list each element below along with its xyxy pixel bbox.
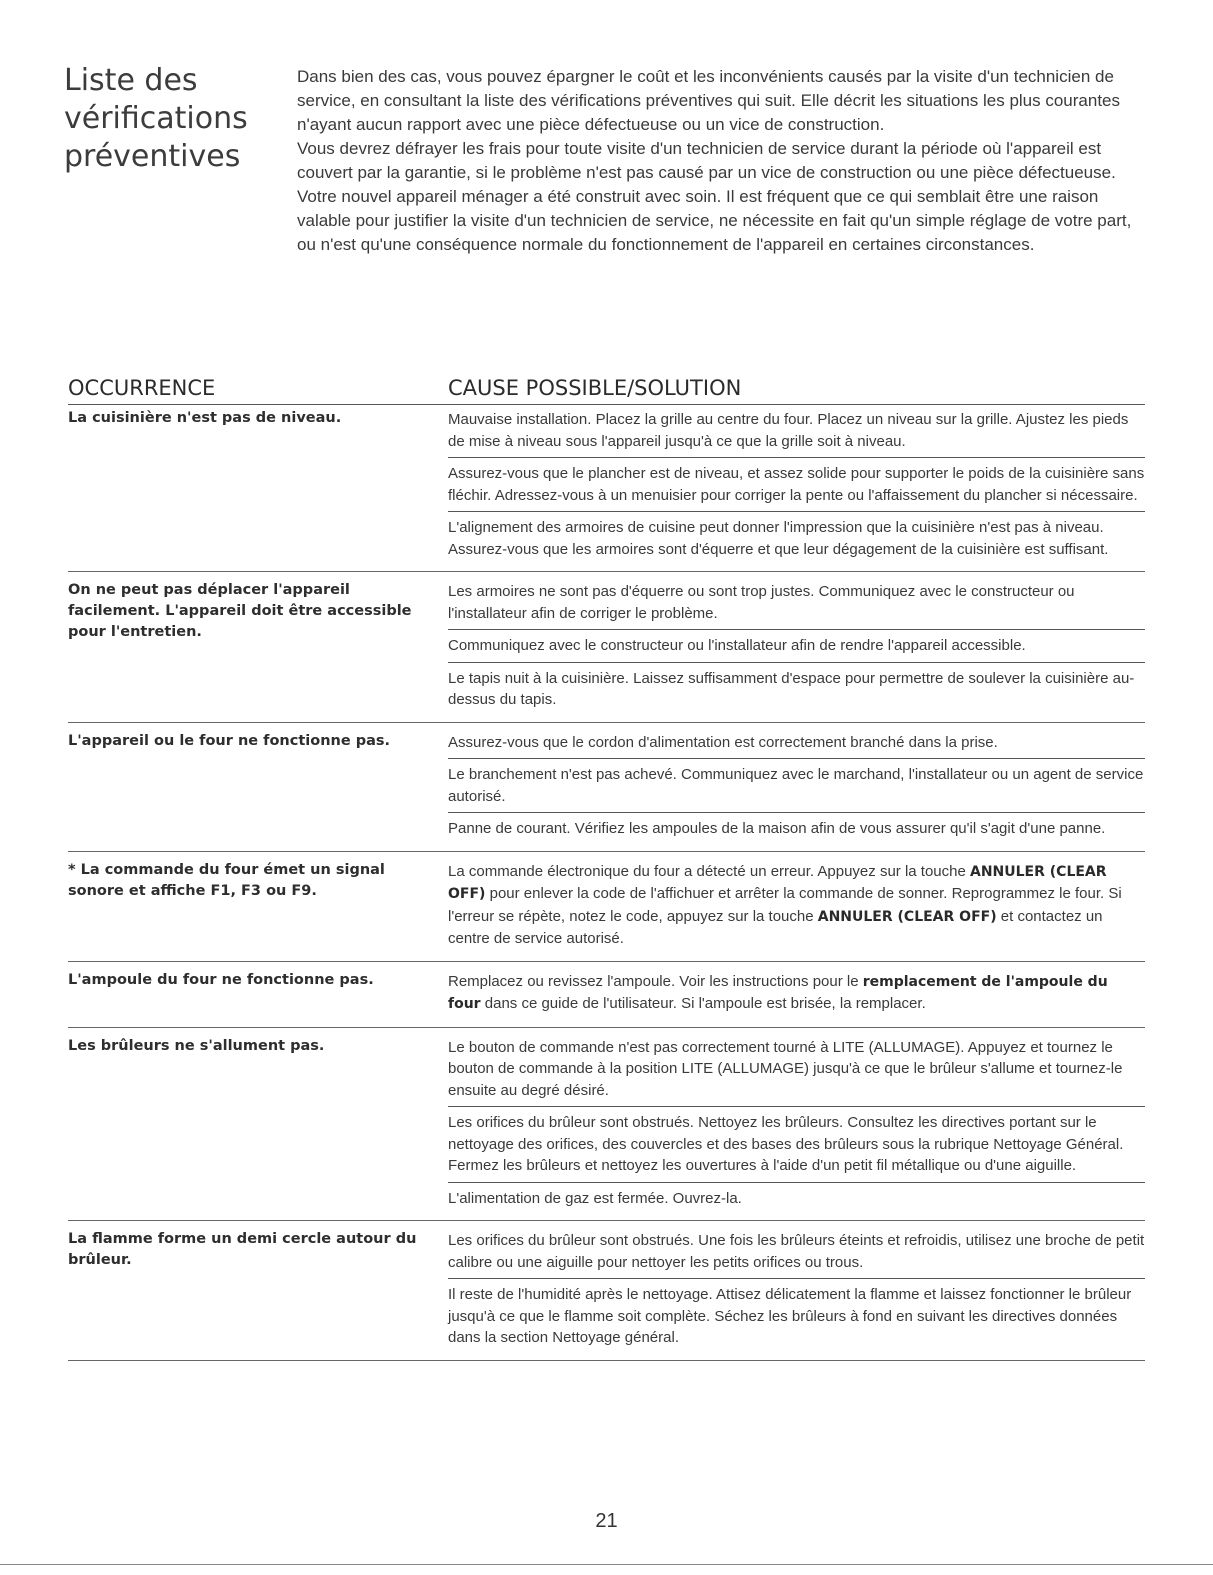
solution-item <box>448 1278 1145 1354</box>
solution-item <box>448 1229 1145 1278</box>
solution-text: et contactez un centre de service autorisé. <box>448 907 1103 947</box>
solution-text: Remplacez ou revissez l'ampoule. Voir les instructions pour le <box>448 972 863 990</box>
troubleshooting-table <box>68 405 1145 1361</box>
solution-text: Mauvaise installation. Placez la grille au centre du four. Placez un niveau sur la grille. Ajustez les pieds de mise à niveau sous l'appareil jusqu'à ce que la grille soit à niveau. <box>448 411 1129 450</box>
intro-text <box>297 65 1153 257</box>
page-number: 21 <box>595 1510 618 1532</box>
table-row <box>68 962 1145 1028</box>
solution-text: Les orifices du brûleur sont obstrués. Nettoyez les brûleurs. Consultez les directives portant sur le nettoyage des orifices, des couvercles et des bases des brûleurs sous la rubrique Nettoyage Général. Fermez les brûleurs et nettoyez les ouvertures à l'aide d'un petit fil métallique ou d'une aiguille. <box>448 1114 1124 1174</box>
solution-item <box>448 1036 1145 1107</box>
solution-text: Il reste de l'humidité après le nettoyage. Attisez délicatement la flamme et laissez fonctionner le brûleur jusqu'à ce que le flamme soit complète. Séchez les brûleurs à fond en suivant les directives données dans la section Nettoyage général. <box>448 1286 1132 1346</box>
solution-item <box>448 511 1145 565</box>
table-row <box>68 405 1145 572</box>
solution-item <box>448 408 1145 457</box>
occurrence-text: L'ampoule du four ne fonctionne pas. <box>68 971 374 988</box>
cause-solution-header: CAUSE POSSIBLE/SOLUTION <box>448 376 742 400</box>
solution-text: Le tapis nuit à la cuisinière. Laissez suffisamment d'espace pour permettre de soulever la cuisinière au-dessus du tapis. <box>448 669 1135 708</box>
occurrence-text: Les brûleurs ne s'allument pas. <box>68 1037 325 1054</box>
solution-text: Assurez-vous que le plancher est de niveau, et assez solide pour supporter le poids de la cuisinière sans fléchir. Adressez-vous à un menuisier pour corriger la pente ou l'affaissement du plancher si nécessaire. <box>448 465 1145 504</box>
solution-text: La commande électronique du four a détecté un erreur. Appuyez sur la touche <box>448 862 970 880</box>
solution-item <box>448 758 1145 812</box>
solution-item <box>448 970 1145 1021</box>
solution-item <box>448 1182 1145 1215</box>
solutions-list <box>448 1036 1145 1215</box>
page-title <box>64 62 284 176</box>
solutions-list <box>448 408 1145 565</box>
solutions-list <box>448 731 1145 845</box>
solution-item <box>448 629 1145 662</box>
occurrence-text: La flamme forme un demi cercle autour du brûleur. <box>68 1231 417 1268</box>
title-line-3: préventives <box>64 139 241 174</box>
solutions-list <box>448 860 1145 955</box>
solution-text: Les armoires ne sont pas d'équerre ou sont trop justes. Communiquez avec le constructeur ou l'installateur afin de corriger le problème. <box>448 583 1075 622</box>
occurrence-text: La cuisinière n'est pas de niveau. <box>68 410 342 426</box>
intro-paragraph: Votre nouvel appareil ménager a été construit avec soin. Il est fréquent que ce qui semblait être une raison valable pour justifier la visite d'un technicien de service, ne nécessite en fait qu'un simple réglage de votre part, ou n'est qu'une conséquence normale du fonctionnement de l'appareil en certaines circonstances. <box>297 187 1132 254</box>
solution-text: Le bouton de commande n'est pas correctement tourné à LITE (ALLUMAGE). Appuyez et tournez le bouton de commande à la position LITE (ALLUMAGE) jusqu'à ce que le brûleur s'allume et tournez-le ensuite au degré désiré. <box>448 1038 1123 1099</box>
solution-text: Les orifices du brûleur sont obstrués. Une fois les brûleurs éteints et refroidis, utilisez une broche de petit calibre ou une aiguille pour nettoyer les petits orifices ou trous. <box>448 1232 1145 1271</box>
table-row <box>68 723 1145 852</box>
solution-item <box>448 580 1145 629</box>
solutions-list <box>448 970 1145 1021</box>
solution-item <box>448 731 1145 759</box>
intro-paragraph: Dans bien des cas, vous pouvez épargner le coût et les inconvénients causés par la visite d'un technicien de service, en consultant la liste des vérifications préventives qui suit. Elle décrit les situations les plus courantes n'ayant aucun rapport avec une pièce défectueuse ou un vice de construction. <box>297 67 1121 134</box>
table-row <box>68 1028 1145 1222</box>
solution-emphasis: ANNULER (CLEAR OFF) <box>817 908 997 925</box>
footer-divider <box>0 1564 1213 1565</box>
solution-item <box>448 860 1145 955</box>
occurrence-header: OCCURRENCE <box>68 376 216 400</box>
table-row <box>68 572 1145 723</box>
solution-item <box>448 1106 1145 1182</box>
title-line-2: vérifications <box>64 101 248 136</box>
table-row <box>68 1221 1145 1361</box>
solution-text: Assurez-vous que le cordon d'alimentation est correctement branché dans la prise. <box>448 733 998 751</box>
solution-item <box>448 662 1145 716</box>
title-line-1: Liste des <box>64 63 198 98</box>
intro-paragraph: Vous devrez défrayer les frais pour toute visite d'un technicien de service durant la période où l'appareil est couvert par la garantie, si le problème n'est pas causé par un vice de construction ou une pièce défectueuse. <box>297 139 1116 182</box>
solution-text: dans ce guide de l'utilisateur. Si l'ampoule est brisée, la remplacer. <box>480 995 926 1012</box>
solution-item <box>448 812 1145 845</box>
solution-emphasis: remplacement de l'ampoule du four <box>448 973 1108 1012</box>
solution-text: Le branchement n'est pas achevé. Communiquez avec le marchand, l'installateur ou un agent de service autorisé. <box>448 766 1144 805</box>
solution-text: L'alignement des armoires de cuisine peut donner l'impression que la cuisinière n'est pas à niveau. Assurez-vous que les armoires sont d'équerre et que leur dégagement de la cuisinière est suffisant. <box>448 519 1109 558</box>
table-row <box>68 852 1145 962</box>
occurrence-text: On ne peut pas déplacer l'appareil facilement. L'appareil doit être accessible pour l'entretien. <box>68 582 412 640</box>
solution-text: Panne de courant. Vérifiez les ampoules de la maison afin de vous assurer qu'il s'agit d'une panne. <box>448 820 1106 837</box>
solution-text: Communiquez avec le constructeur ou l'installateur afin de rendre l'appareil accessible. <box>448 637 1026 654</box>
solution-text: pour enlever la code de l'affichuer et arrêter la commande de sonner. Reprogrammez le four. Si l'erreur se répète, notez le code, appuyez sur la touche <box>448 885 1122 925</box>
solution-emphasis: ANNULER (CLEAR OFF) <box>448 863 1107 902</box>
occurrence-text: * La commande du four émet un signal sonore et affiche F1, F3 ou F9. <box>68 861 385 899</box>
occurrence-text: L'appareil ou le four ne fonctionne pas. <box>68 732 391 749</box>
solutions-list <box>448 580 1145 716</box>
solutions-list <box>448 1229 1145 1354</box>
solution-text: L'alimentation de gaz est fermée. Ouvrez-la. <box>448 1189 742 1207</box>
solution-item <box>448 457 1145 511</box>
